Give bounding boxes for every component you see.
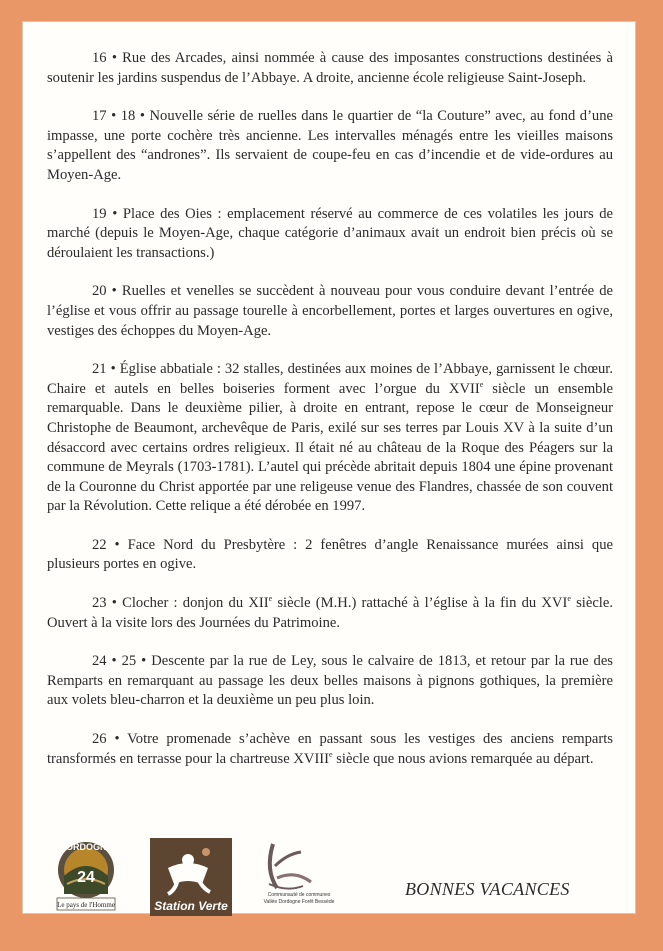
dordogne-logo xyxy=(47,836,125,916)
svg-text:Le pays de l'Homme: Le pays de l'Homme xyxy=(57,901,115,909)
paragraph-22: 22 • Face Nord du Presbytère : 2 fenêtres d’angle Renaissance murées ainsi que plusieurs portes en ogive. xyxy=(47,536,613,573)
paragraph-17-18: 17 • 18 • Nouvelle série de ruelles dans le quartier de “la Couture” avec, au fond d’une impasse, une porte cochère très ancienne. Les intervalles ménagés entre les vieilles maisons s’appellent des “andrones”. Ils servaient de coupe-feu en cas d’incendie et de vide-ordures au Moyen-Age. xyxy=(47,108,613,183)
document-body xyxy=(47,49,613,788)
closing-text: BONNES VACANCES xyxy=(405,879,570,899)
paragraph-23: 23 • Clocher : donjon du XIIe siècle (M.H.) rattaché à l’église à la fin du XVIe siècle. Ouvert à la visite lors des Journées du Patrimoine. xyxy=(47,594,613,631)
paragraph-19: 19 • Place des Oies : emplacement réservé au commerce de ces volatiles les jours de marché (depuis le Moyen-Age, chaque catégorie d’animaux avait un endroit bien précis où se déroulaient les transactions.) xyxy=(47,205,613,261)
station-verte-logo xyxy=(148,838,234,918)
svg-text:Vallée Dordogne Forêt Bessède: Vallée Dordogne Forêt Bessède xyxy=(263,899,335,905)
svg-text:24: 24 xyxy=(77,869,95,886)
svg-text:Communauté de communes: Communauté de communes xyxy=(267,892,331,898)
document-page xyxy=(22,21,636,914)
paragraph-16: 16 • Rue des Arcades, ainsi nommée à cause des imposantes constructions destinées à soutenir les jardins suspendus de l’Abbaye. A droite, ancienne école religieuse Saint-Joseph. xyxy=(47,50,613,86)
paragraph-20: 20 • Ruelles et venelles se succèdent à nouveau pour vous conduire devant l’entrée de l’église et vous offrir au passage tourelle à encorbellement, portes et larges ouvertures en ogive, vestiges des échoppes du Moyen-Age. xyxy=(47,283,613,339)
svg-text:Station Verte: Station Verte xyxy=(154,899,228,913)
paragraph-24-25: 24 • 25 • Descente par la rue de Ley, sous le calvaire de 1813, et retour par la rue des Remparts en remarquant au passage les deux belles maisons à pignons gothiques, la première aux volets bleu-charron et la deuxième un peu plus loin. xyxy=(47,653,613,709)
svg-text:DORDOGNE: DORDOGNE xyxy=(59,842,113,852)
paragraph-26: 26 • Votre promenade s’achève en passant sous les vestiges des anciens remparts transformés en terrasse pour la chartreuse XVIIIe siècle que nous avions remarquée au départ. xyxy=(47,731,613,767)
footer xyxy=(23,834,635,914)
communaute-logo xyxy=(251,840,341,910)
paragraph-21: 21 • Église abbatiale : 32 stalles, destinées aux moines de l’Abbaye, garnissent le chœur. Chaire et autels en belles boiseries forment avec l’orgue du XVIIe siècle un ensemble remarquable. Dans le deuxième pilier, à droite en entrant, repose le cœur de Monseigneur Christophe de Beaumont, archevêque de Paris, exilé sur ses terres par Louis XV à la suite d’un désaccord avec certains ordres religieux. Il était né au château de la Roque des Péagers sur la commune de Meyrals (1703-1781). L’autel qui précède abritait depuis 1804 une épine provenant de la Couronne du Christ apportée par une religeuse venue des Flandres, chassée de son couvent par la Révolution. Cette relique a été dérobée en 1997. xyxy=(47,361,614,515)
